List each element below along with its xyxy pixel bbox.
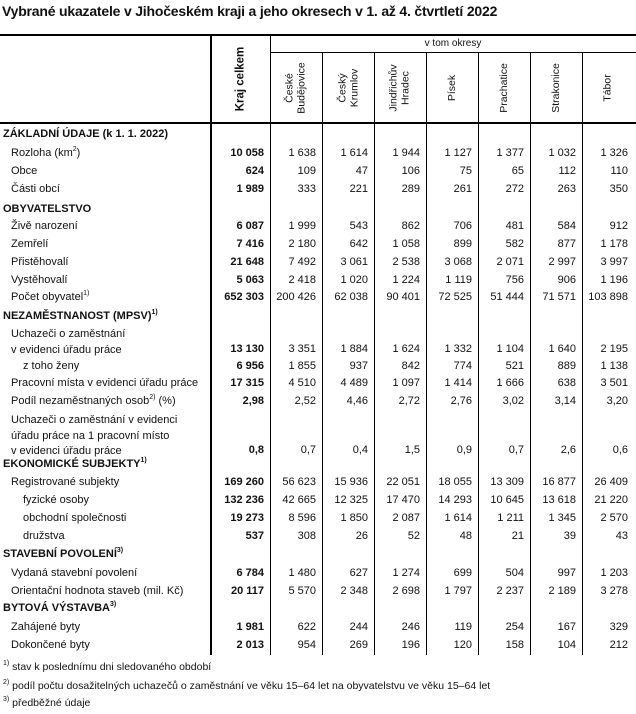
row-label: fyzické osoby	[23, 494, 90, 506]
cell-district-value: 90 401	[386, 291, 420, 303]
cell-district-value: 329	[609, 621, 628, 633]
cell-district-value: 706	[453, 220, 472, 232]
column-header-total-label: Kraj celkem	[234, 46, 247, 112]
table-row	[0, 567, 636, 585]
table-row	[0, 360, 636, 378]
row-label: Počet obyvatel$^{1)}$	[11, 290, 90, 303]
row-label: Přistěhovalí	[11, 256, 69, 268]
row-label: Zahájené byty	[11, 621, 81, 633]
cell-district-value: 1 274	[392, 567, 420, 579]
cell-district-value: 1 097	[392, 377, 420, 389]
column-header-district	[374, 54, 426, 122]
cell-district-value: 997	[557, 567, 576, 579]
cell-district-value: 269	[349, 639, 368, 651]
table-title: Vybrané ukazatele v Jihočeském kraji a jeho okresech v 1. až 4. čtvrtletí 2022	[2, 3, 498, 19]
cell-district-value: 2 997	[548, 256, 576, 268]
section-title: EKONOMICKÉ SUBJEKTY$^{1)}$	[3, 457, 147, 470]
column-header-district-label: Písek	[445, 74, 458, 102]
cell-district-value: 71 571	[542, 291, 576, 303]
cell-district-value: 3 501	[600, 377, 628, 389]
cell-district-value: 1 850	[340, 512, 368, 524]
footnote-ref: 3)	[109, 601, 117, 608]
cell-district-value: 0,9	[456, 444, 472, 456]
row-label: Živě narození	[11, 220, 78, 232]
section-header-row	[0, 458, 636, 476]
cell-district-value: 1 614	[444, 512, 472, 524]
cell-district-value: 5 570	[288, 585, 316, 597]
cell-district-value: 4,46	[346, 395, 368, 407]
table-row	[0, 621, 636, 639]
cell-district-value: 2 180	[288, 238, 316, 250]
cell-district-value: 1 377	[496, 147, 524, 159]
section-header-row	[0, 128, 636, 146]
table-row	[0, 256, 636, 274]
footnote-mark: 2)	[3, 679, 10, 686]
cell-district-value: 1 797	[444, 585, 472, 597]
cell-district-value: 52	[407, 530, 420, 542]
cell-district-value: 62 038	[334, 291, 368, 303]
cell-district-value: 51 444	[490, 291, 524, 303]
cell-district-value: 158	[505, 639, 524, 651]
row-label: Registrované subjekty	[11, 476, 120, 488]
cell-district-value: 244	[349, 621, 368, 633]
cell-district-value: 1 138	[600, 360, 628, 372]
cell-district-value: 106	[401, 165, 420, 177]
cell-district-value: 2,6	[560, 444, 576, 456]
footnote-mark: 1)	[3, 660, 10, 667]
footnote-ref: 2)	[149, 394, 156, 401]
cell-total: 20 117	[230, 585, 264, 597]
cell-district-value: 13 309	[490, 476, 524, 488]
column-header-total	[211, 36, 270, 122]
cell-district-value: 8 596	[288, 512, 316, 524]
section-title: NEZAMĚSTNANOST (MPSV)$^{1)}$	[3, 309, 158, 322]
footnote-ref: 2	[72, 146, 77, 153]
cell-total: 2,98	[242, 395, 264, 407]
column-header-district	[478, 54, 530, 122]
row-label: Podíl nezaměstnaných osob$^{2)}$ (%)	[11, 394, 176, 407]
cell-total: 6 087	[236, 220, 264, 232]
cell-district-value: 627	[349, 567, 368, 579]
cell-district-value: 42 665	[282, 494, 316, 506]
column-header-district-label: České Budějovice	[284, 62, 308, 114]
cell-district-value: 1 104	[496, 342, 524, 355]
cell-district-value: 1 196	[600, 274, 628, 286]
cell-district-value: 350	[609, 183, 628, 195]
row-label: Orientační hodnota staveb (mil. Kč)	[11, 585, 184, 597]
cell-district-value: 2 418	[288, 274, 316, 286]
cell-district-value: 1 345	[548, 512, 576, 524]
row-label: Zemřelí	[11, 238, 49, 250]
cell-district-value: 1 224	[392, 274, 420, 286]
cell-district-value: 937	[349, 360, 368, 372]
cell-district-value: 504	[505, 567, 524, 579]
cell-district-value: 1 203	[600, 567, 628, 579]
cell-district-value: 584	[557, 220, 576, 232]
table-row	[0, 183, 636, 201]
cell-district-value: 22 051	[386, 476, 420, 488]
cell-district-value: 1 614	[340, 147, 368, 159]
footnote	[3, 661, 211, 673]
cell-total: 1 981	[236, 621, 264, 633]
column-header-district-label: Český Krumlov	[335, 68, 360, 108]
row-label: z toho ženy	[23, 360, 80, 372]
cell-district-value: 842	[401, 360, 420, 372]
cell-total: 2 013	[236, 639, 264, 651]
cell-district-value: 3 278	[600, 585, 628, 597]
cell-district-value: 2 570	[600, 512, 628, 524]
row-label: Vystěhovalí	[11, 274, 68, 286]
cell-district-value: 21 220	[594, 494, 628, 506]
cell-district-value: 109	[297, 165, 316, 177]
cell-district-value: 26	[355, 530, 368, 542]
column-header-district	[530, 54, 582, 122]
cell-district-value: 1 666	[496, 377, 524, 389]
cell-district-value: 289	[401, 183, 420, 195]
group-header: v tom okresy	[424, 38, 482, 49]
cell-district-value: 1 884	[340, 342, 368, 355]
cell-district-value: 246	[401, 621, 420, 633]
cell-district-value: 1 058	[392, 238, 420, 250]
cell-district-value: 3,14	[554, 395, 576, 407]
cell-district-value: 167	[557, 621, 576, 633]
column-header-district	[322, 54, 374, 122]
cell-district-value: 13 618	[542, 494, 576, 506]
cell-district-value: 1 020	[340, 274, 368, 286]
table-row	[0, 585, 636, 603]
cell-district-value: 3 061	[340, 256, 368, 268]
cell-district-value: 2,76	[450, 395, 472, 407]
table-row	[0, 274, 636, 292]
cell-district-value: 2 195	[600, 342, 628, 355]
cell-district-value: 196	[401, 639, 420, 651]
row-label: Vydaná stavební povolení	[11, 567, 138, 579]
cell-district-value: 1 640	[548, 342, 576, 355]
cell-district-value: 103 898	[588, 291, 628, 303]
footnote-text: stav k poslednímu dni sledovaného období	[9, 661, 212, 673]
cell-district-value: 4 510	[288, 377, 316, 389]
cell-district-value: 3 351	[288, 342, 316, 355]
column-header-district	[582, 54, 634, 122]
cell-district-value: 75	[459, 165, 472, 177]
cell-district-value: 43	[615, 530, 628, 542]
cell-district-value: 2 237	[496, 585, 524, 597]
cell-district-value: 899	[453, 238, 472, 250]
cell-district-value: 10 645	[490, 494, 524, 506]
footnote-text: podíl počtu dosažitelných uchazečů o zaměstnání ve věku 15–64 let na obyvatelstvu ve věku 15–64 let	[9, 680, 491, 692]
cell-district-value: 4 489	[340, 377, 368, 389]
cell-district-value: 1 624	[392, 342, 420, 355]
cell-total: 0,8	[248, 444, 264, 456]
column-header-district-label: Tábor	[602, 74, 614, 102]
row-label: Části obcí	[11, 183, 60, 195]
cell-district-value: 1 999	[288, 220, 316, 232]
row-label: Uchazeči o zaměstnání v evidenci úřadu práce	[11, 328, 126, 356]
cell-district-value: 2,72	[398, 395, 420, 407]
table-row	[0, 165, 636, 183]
cell-total: 6 784	[236, 567, 264, 579]
row-label: Uchazeči o zaměstnání v evidenci úřadu práce na 1 pracovní místo v evidenci úřadu práce	[11, 414, 178, 457]
cell-district-value: 221	[349, 183, 368, 195]
cell-district-value: 622	[297, 621, 316, 633]
cell-total: 5 063	[236, 274, 264, 286]
cell-district-value: 877	[557, 238, 576, 250]
cell-total: 624	[245, 165, 264, 177]
cell-district-value: 200 426	[276, 291, 316, 303]
cell-district-value: 774	[453, 360, 472, 372]
table-row	[0, 220, 636, 238]
column-header-district-label: Jindřichův Hradec	[388, 64, 412, 112]
cell-district-value: 21	[511, 530, 524, 542]
footnote-ref: 1)	[83, 290, 90, 297]
cell-district-value: 2 698	[392, 585, 420, 597]
cell-district-value: 638	[557, 377, 576, 389]
row-label: Dokončené byty	[11, 639, 90, 651]
footnote-text: předběžné údaje	[9, 697, 91, 709]
cell-district-value: 212	[609, 639, 628, 651]
cell-total: 537	[245, 530, 264, 542]
cell-district-value: 0,4	[352, 444, 368, 456]
cell-district-value: 582	[505, 238, 524, 250]
cell-district-value: 3,02	[502, 395, 524, 407]
cell-district-value: 272	[505, 183, 524, 195]
table-row	[0, 530, 636, 548]
cell-district-value: 1,5	[404, 444, 420, 456]
cell-district-value: 889	[557, 360, 576, 372]
cell-district-value: 1 119	[445, 274, 472, 286]
table-row	[0, 377, 636, 395]
table-row	[0, 327, 636, 356]
cell-district-value: 14 293	[438, 494, 472, 506]
column-header-district-label: Strakonice	[549, 63, 562, 113]
cell-district-value: 543	[349, 220, 368, 232]
cell-district-value: 862	[401, 220, 420, 232]
cell-district-value: 1 414	[444, 377, 472, 389]
row-label: Obce	[11, 165, 38, 177]
row-label: družstva	[23, 530, 65, 542]
footnote-mark: 3)	[3, 696, 10, 703]
column-header-district-label: Prachatice	[497, 63, 510, 113]
cell-district-value: 18 055	[438, 476, 472, 488]
cell-district-value: 26 409	[594, 476, 628, 488]
section-header-row	[0, 203, 636, 221]
column-header-district	[426, 54, 478, 122]
cell-district-value: 308	[297, 530, 316, 542]
cell-district-value: 263	[557, 183, 576, 195]
footnote	[3, 680, 490, 692]
row-label: Rozloha $(km^2)$	[11, 146, 81, 159]
footnote-ref: 1)	[151, 309, 158, 316]
cell-district-value: 1 032	[548, 147, 576, 159]
cell-district-value: 3 997	[600, 256, 628, 268]
cell-district-value: 15 936	[334, 476, 368, 488]
cell-district-value: 254	[505, 621, 524, 633]
cell-district-value: 2 189	[548, 585, 576, 597]
cell-total: 132 236	[224, 494, 264, 506]
table-row	[0, 147, 636, 165]
cell-district-value: 2 538	[392, 256, 420, 268]
section-header-row	[0, 602, 636, 620]
section-title: ZÁKLADNÍ ÚDAJE (k 1. 1. 2022)	[3, 128, 169, 140]
cell-total: 19 273	[230, 512, 264, 524]
cell-district-value: 1 944	[392, 147, 420, 159]
table-row	[0, 395, 636, 413]
cell-district-value: 119	[454, 621, 472, 633]
cell-total: 169 260	[224, 476, 264, 488]
section-title: STAVEBNÍ POVOLENÍ$^{3)}$	[3, 547, 124, 560]
cell-district-value: 72 525	[438, 291, 472, 303]
cell-district-value: 2 087	[392, 512, 420, 524]
cell-district-value: 0,6	[612, 444, 628, 456]
column-header-district	[270, 54, 322, 122]
footnote-ref: 1)	[140, 457, 147, 464]
cell-district-value: 906	[557, 274, 576, 286]
cell-district-value: 1 855	[288, 360, 316, 372]
cell-district-value: 1 332	[444, 342, 472, 355]
cell-district-value: 120	[453, 639, 472, 651]
footnote-ref: 3)	[116, 547, 124, 554]
table-row	[0, 639, 636, 657]
cell-district-value: 112	[558, 165, 576, 177]
cell-district-value: 954	[297, 639, 316, 651]
cell-district-value: 39	[563, 530, 576, 542]
cell-total: 652 303	[224, 291, 264, 303]
cell-district-value: 261	[453, 183, 472, 195]
cell-district-value: 3 068	[444, 256, 472, 268]
cell-district-value: 481	[505, 220, 524, 232]
cell-district-value: 1 211	[497, 512, 524, 524]
cell-total: 13 130	[230, 342, 264, 355]
cell-district-value: 2 071	[496, 256, 524, 268]
cell-total: 1 989	[236, 183, 264, 195]
cell-total: 17 315	[230, 377, 264, 389]
cell-district-value: 7 492	[288, 256, 316, 268]
cell-district-value: 1 480	[288, 567, 316, 579]
table-row	[0, 413, 636, 457]
cell-district-value: 642	[349, 238, 368, 250]
header-bottom-rule	[0, 122, 636, 124]
row-label: obchodní společnosti	[23, 512, 127, 524]
cell-total: 7 416	[236, 238, 264, 250]
cell-district-value: 16 877	[542, 476, 576, 488]
cell-district-value: 1 326	[600, 147, 628, 159]
cell-district-value: 521	[505, 360, 524, 372]
cell-district-value: 0,7	[508, 444, 524, 456]
cell-total: 6 956	[236, 360, 264, 372]
section-title: OBYVATELSTVO	[3, 203, 92, 215]
table-row	[0, 238, 636, 256]
cell-district-value: 0,7	[300, 444, 316, 456]
cell-district-value: 1 127	[444, 147, 472, 159]
cell-district-value: 699	[453, 567, 472, 579]
table-row	[0, 512, 636, 530]
cell-district-value: 104	[557, 639, 576, 651]
cell-total: 10 058	[230, 147, 264, 159]
table-row	[0, 494, 636, 512]
cell-district-value: 333	[297, 183, 316, 195]
cell-district-value: 56 623	[282, 476, 316, 488]
cell-district-value: 12 325	[334, 494, 368, 506]
cell-district-value: 17 470	[386, 494, 420, 506]
cell-district-value: 2 348	[340, 585, 368, 597]
footnote	[3, 697, 90, 709]
section-header-row	[0, 310, 636, 328]
cell-district-value: 65	[511, 165, 524, 177]
cell-district-value: 1 178	[600, 238, 628, 250]
cell-district-value: 756	[505, 274, 524, 286]
section-header-row	[0, 548, 636, 566]
cell-district-value: 3,20	[606, 395, 628, 407]
section-title: BYTOVÁ VÝSTAVBA$^{3)}$	[3, 601, 117, 614]
cell-district-value: 47	[355, 165, 368, 177]
cell-district-value: 1 638	[288, 147, 316, 159]
table-row	[0, 291, 636, 309]
row-label: Pracovní místa v evidenci úřadu práce	[11, 377, 199, 389]
cell-district-value: 48	[459, 530, 472, 542]
table-row	[0, 476, 636, 494]
cell-total: 21 648	[230, 256, 264, 268]
cell-district-value: 110	[610, 165, 628, 177]
cell-district-value: 2,52	[294, 395, 316, 407]
cell-district-value: 912	[609, 220, 628, 232]
